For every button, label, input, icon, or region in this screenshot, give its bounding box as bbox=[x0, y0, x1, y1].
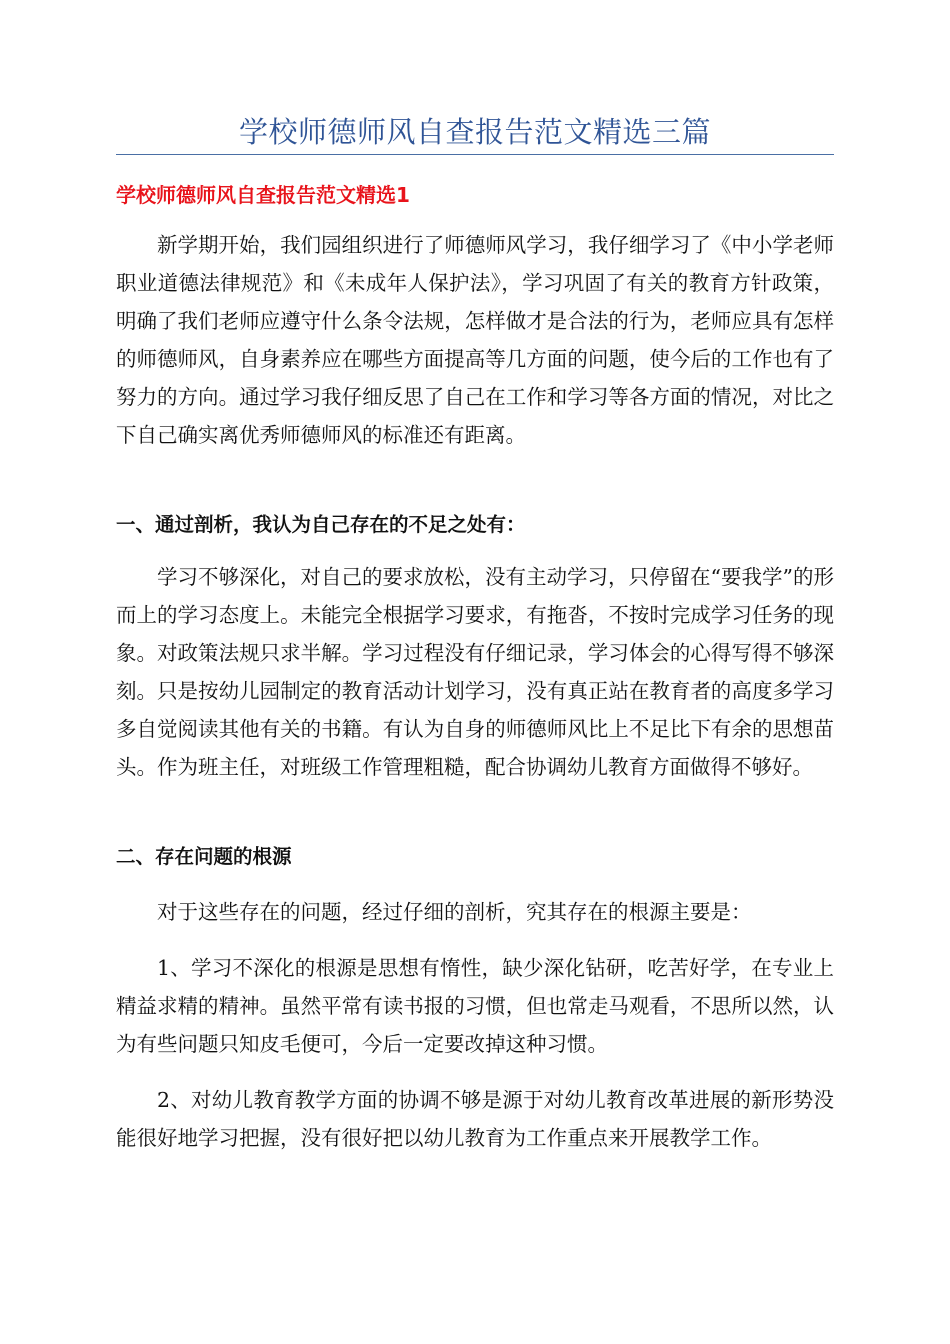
root-2-paragraph: 2、对幼儿教育教学方面的协调不够是源于对幼儿教育改革进展的新形势没能很好地学习把握，没有很好把以幼儿教育为工作重点来开展教学工作。 bbox=[116, 1088, 834, 1150]
heading-roots: 二、存在问题的根源 bbox=[116, 845, 292, 868]
section-heading: 学校师德师风自查报告范文精选1 bbox=[116, 183, 410, 207]
root-1-paragraph: 1、学习不深化的根源是思想有惰性，缺少深化钻研，吃苦好学，在专业上精益求精的精神。虽然平常有读书报的习惯，但也常走马观看，不思所以然，认为有些问题只知皮毛便可，今后一定要改掉这种习惯。 bbox=[116, 956, 834, 1056]
intro-paragraph: 新学期开始，我们园组织进行了师德师风学习，我仔细学习了《中小学老师职业道德法律规范》和《未成年人保护法》，学习巩固了有关的教育方针政策，明确了我们老师应遵守什么条令法规，怎样做才是合法的行为，老师应具有怎样的师德师风，自身素养应在哪些方面提高等几方面的问题，使今后的工作也有了努力的方向。通过学习我仔细反思了自己在工作和学习等各方面的情况，对比之下自己确实离优秀师德师风的标准还有距离。 bbox=[116, 233, 834, 447]
roots-intro-paragraph: 对于这些存在的问题，经过仔细的剖析，究其存在的根源主要是： bbox=[157, 900, 752, 924]
title-underline bbox=[116, 154, 834, 155]
shortcomings-paragraph: 学习不够深化，对自己的要求放松，没有主动学习，只停留在“要我学”的形而上的学习态度上。未能完全根据学习要求，有拖沓，不按时完成学习任务的现象。对政策法规只求半解。学习过程没有仔细记录，学习体会的心得写得不够深刻。只是按幼儿园制定的教育活动计划学习，没有真正站在教育者的高度多学习多自觉阅读其他有关的书籍。有认为自身的师德师风比上不足比下有余的思想苗头。作为班主任，对班级工作管理粗糙，配合协调幼儿教育方面做得不够好。 bbox=[116, 565, 834, 779]
document-title: 学校师德师风自查报告范文精选三篇 bbox=[238, 115, 711, 149]
heading-shortcomings: 一、通过剖析，我认为自己存在的不足之处有： bbox=[116, 513, 526, 536]
